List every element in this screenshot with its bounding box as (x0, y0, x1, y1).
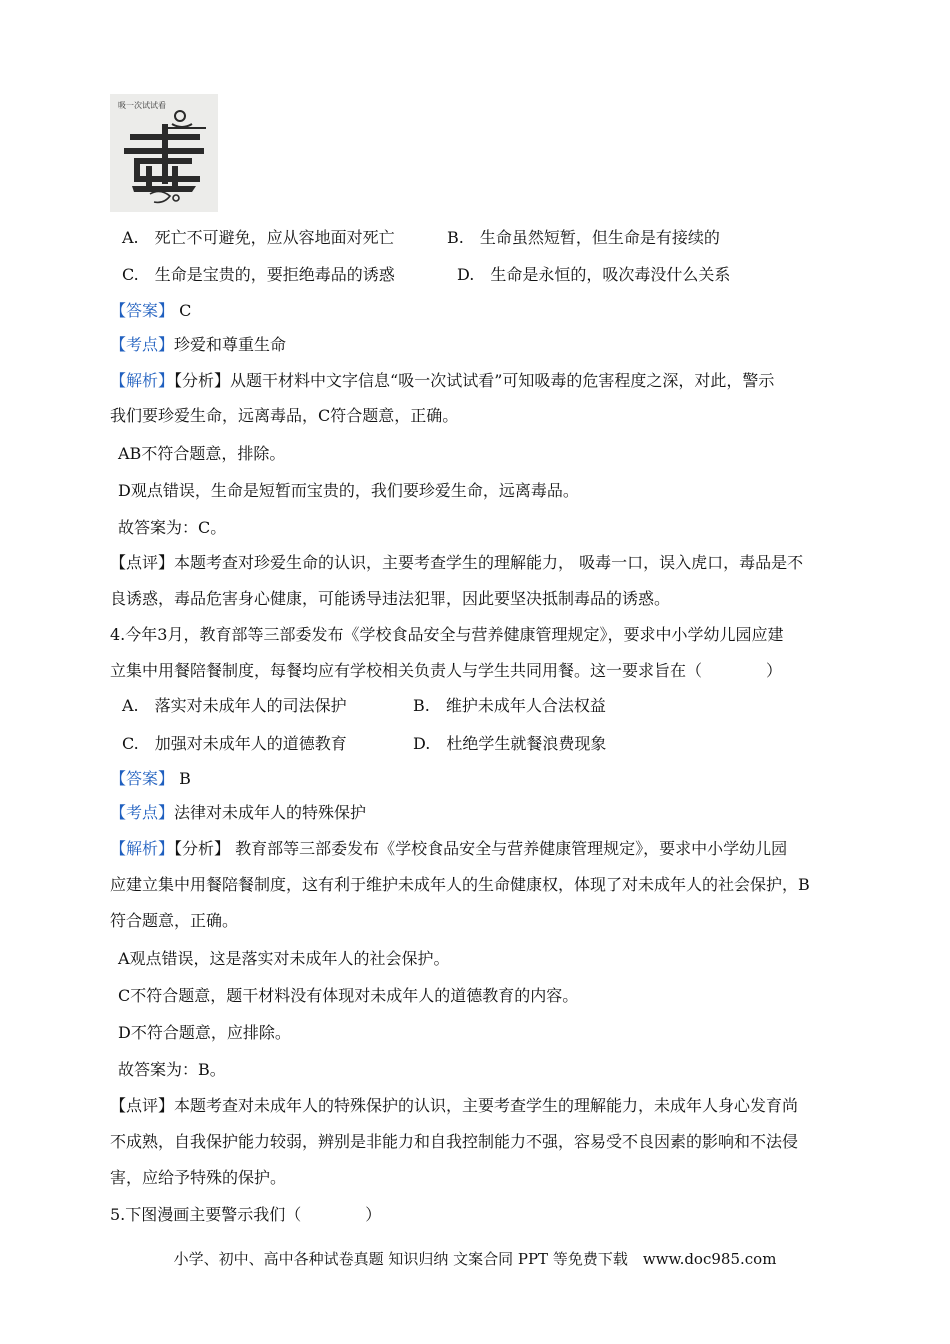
q4-jiexi-line-7: 故答案为：B。 (118, 1060, 226, 1079)
q4-jiexi-line-6: D不符合题意，应排除。 (118, 1023, 291, 1042)
q3-jiexi-line-5: 故答案为：C。 (118, 518, 227, 537)
dianping-tag: 【点评】 (110, 553, 175, 572)
kaodian-value: 珍爱和尊重生命 (174, 335, 287, 354)
q4-jiexi-line-5: C不符合题意，题干材料没有体现对未成年人的道德教育的内容。 (118, 986, 579, 1005)
kaodian-tag: 【考点】 (110, 335, 175, 354)
answer-tag: 【答案】 (110, 301, 175, 320)
q4-jiexi-line-1 (110, 838, 787, 860)
q4-dianping-line-2: 不成熟，自我保护能力较弱，辨别是非能力和自我控制能力不强，容易受不良因素的影响和不法侵 (110, 1132, 799, 1151)
kaodian-tag: 【考点】 (110, 803, 175, 822)
q4-option-d: D. 杜绝学生就餐浪费现象 (413, 734, 607, 753)
q3-dianping-line-2: 良诱惑，毒品危害身心健康，可能诱导违法犯罪，因此要坚决抵制毒品的诱惑。 (110, 589, 671, 608)
cartoon-caption: 吸一次试试看 (118, 101, 166, 110)
drug-cartoon-image (110, 94, 218, 212)
q4-jiexi-line-2: 应建立集中用餐陪餐制度，这有利于维护未成年人的生命健康权，体现了对未成年人的社会保护，B (110, 875, 810, 894)
q4-dianping-line-1 (110, 1095, 798, 1117)
q3-kaodian (110, 334, 286, 356)
jiexi-tag: 【解析】 (110, 839, 175, 858)
q3-option-b: B. 生命虽然短暂，但生命是有接续的 (447, 228, 720, 247)
q4-stem-line-2: 立集中用餐陪餐制度，每餐均应有学校相关负责人与学生共同用餐。这一要求旨在（ ） (110, 661, 783, 680)
dianping-tag: 【点评】 (110, 1096, 175, 1115)
q3-jiexi-line-4: D观点错误，生命是短暂而宝贵的，我们要珍爱生命，远离毒品。 (118, 481, 579, 500)
dianping-text: 本题考查对未成年人的特殊保护的认识，主要考查学生的理解能力，未成年人身心发育尚 (174, 1096, 799, 1115)
q3-dianping-line-1 (110, 552, 803, 574)
kaodian-value: 法律对未成年人的特殊保护 (174, 803, 367, 822)
q3-jiexi-line-1 (110, 370, 774, 392)
jiexi-tag: 【解析】 (110, 371, 175, 390)
q4-dianping-line-3: 害，应给予特殊的保护。 (110, 1168, 287, 1187)
answer-value: B (174, 769, 191, 788)
q4-jiexi-line-4: A观点错误，这是落实对未成年人的社会保护。 (118, 949, 450, 968)
q4-option-c: C. 加强对未成年人的道德教育 (122, 734, 347, 753)
jiexi-text: 【分析】从题干材料中文字信息“吸一次试试看”可知吸毒的危害程度之深，对此，警示 (174, 371, 775, 390)
q4-kaodian (110, 802, 366, 824)
q3-jiexi-line-2: 我们要珍爱生命，远离毒品，C符合题意，正确。 (110, 406, 459, 425)
jiexi-text: 【分析】 教育部等三部委发布《学校食品安全与营养健康管理规定》，要求中小学幼儿园 (174, 839, 788, 858)
page-footer: 小学、初中、高中各种试卷真题 知识归纳 文案合同 PPT 等免费下载 www.doc985.com (173, 1250, 777, 1268)
q3-answer (110, 300, 191, 322)
q4-stem-line-1: 4.今年3月，教育部等三部委发布《学校食品安全与营养健康管理规定》，要求中小学幼儿园应建 (110, 625, 784, 644)
q3-option-c: C. 生命是宝贵的，要拒绝毒品的诱惑 (122, 265, 395, 284)
q4-jiexi-line-3: 符合题意，正确。 (110, 911, 239, 930)
q3-option-d: D. 生命是永恒的，吸次毒没什么关系 (457, 265, 731, 284)
q4-option-a: A. 落实对未成年人的司法保护 (122, 696, 347, 715)
q5-stem: 5.下图漫画主要警示我们（ ） (110, 1205, 382, 1224)
q4-option-b: B. 维护未成年人合法权益 (413, 696, 606, 715)
answer-value: C (174, 301, 192, 320)
q3-option-a: A. 死亡不可避免，应从容地面对死亡 (122, 228, 395, 247)
q3-jiexi-line-3: AB不符合题意，排除。 (118, 444, 286, 463)
answer-tag: 【答案】 (110, 769, 175, 788)
drug-cartoon-icon (110, 94, 218, 212)
q4-answer (110, 768, 191, 790)
dianping-text: 本题考查对珍爱生命的认识，主要考查学生的理解能力， 吸毒一口，误入虎口，毒品是不 (174, 553, 804, 572)
